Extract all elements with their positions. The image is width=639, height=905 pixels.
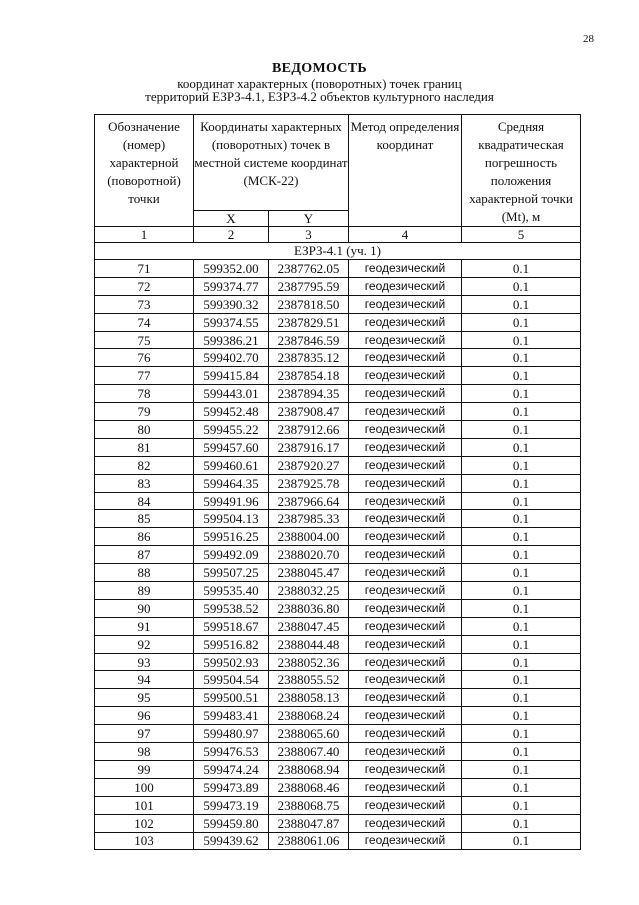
header-y: Y bbox=[269, 211, 349, 227]
method-cell: геодезический bbox=[349, 438, 462, 456]
table-row bbox=[95, 492, 581, 510]
error-cell: 0.1 bbox=[462, 832, 581, 850]
column-number: 1 bbox=[95, 227, 194, 243]
x-coordinate-cell: 599459.80 bbox=[194, 814, 269, 832]
table-row bbox=[95, 313, 581, 331]
x-coordinate-cell: 599464.35 bbox=[194, 474, 269, 492]
method-cell: геодезический bbox=[349, 277, 462, 295]
method-cell: геодезический bbox=[349, 635, 462, 653]
x-coordinate-cell: 599516.25 bbox=[194, 528, 269, 546]
y-coordinate-cell: 2388036.80 bbox=[269, 599, 349, 617]
error-cell: 0.1 bbox=[462, 528, 581, 546]
error-cell: 0.1 bbox=[462, 582, 581, 600]
x-coordinate-cell: 599439.62 bbox=[194, 832, 269, 850]
method-cell: геодезический bbox=[349, 349, 462, 367]
point-number-cell: 71 bbox=[95, 260, 194, 278]
x-coordinate-cell: 599518.67 bbox=[194, 617, 269, 635]
method-cell: геодезический bbox=[349, 456, 462, 474]
y-coordinate-cell: 2388068.24 bbox=[269, 707, 349, 725]
x-coordinate-cell: 599457.60 bbox=[194, 438, 269, 456]
point-number-cell: 73 bbox=[95, 295, 194, 313]
document-title: ВЕДОМОСТЬ bbox=[272, 61, 367, 76]
column-number: 3 bbox=[269, 227, 349, 243]
y-coordinate-cell: 2388058.13 bbox=[269, 689, 349, 707]
y-coordinate-cell: 2388068.75 bbox=[269, 796, 349, 814]
point-number-cell: 100 bbox=[95, 778, 194, 796]
header-coordinates: Координаты характерных (поворотных) точек в местной системе координат (МСК-22) bbox=[194, 115, 349, 211]
x-coordinate-cell: 599538.52 bbox=[194, 599, 269, 617]
section-title: ЕЗРЗ-4.1 (уч. 1) bbox=[95, 243, 581, 260]
method-cell: геодезический bbox=[349, 385, 462, 403]
y-coordinate-cell: 2388068.46 bbox=[269, 778, 349, 796]
y-coordinate-cell: 2388020.70 bbox=[269, 546, 349, 564]
error-cell: 0.1 bbox=[462, 385, 581, 403]
point-number-cell: 77 bbox=[95, 367, 194, 385]
header-x: X bbox=[194, 211, 269, 227]
y-coordinate-cell: 2388032.25 bbox=[269, 582, 349, 600]
method-cell: геодезический bbox=[349, 546, 462, 564]
point-number-cell: 76 bbox=[95, 349, 194, 367]
error-cell: 0.1 bbox=[462, 653, 581, 671]
table-row bbox=[95, 760, 581, 778]
point-number-cell: 98 bbox=[95, 743, 194, 761]
method-cell: геодезический bbox=[349, 295, 462, 313]
table-row bbox=[95, 599, 581, 617]
y-coordinate-cell: 2388044.48 bbox=[269, 635, 349, 653]
x-coordinate-cell: 599374.55 bbox=[194, 313, 269, 331]
table-row bbox=[95, 277, 581, 295]
method-cell: геодезический bbox=[349, 725, 462, 743]
method-cell: геодезический bbox=[349, 564, 462, 582]
point-number-cell: 89 bbox=[95, 582, 194, 600]
point-number-cell: 97 bbox=[95, 725, 194, 743]
x-coordinate-cell: 599483.41 bbox=[194, 707, 269, 725]
point-number-cell: 74 bbox=[95, 313, 194, 331]
error-cell: 0.1 bbox=[462, 635, 581, 653]
x-coordinate-cell: 599535.40 bbox=[194, 582, 269, 600]
point-number-cell: 83 bbox=[95, 474, 194, 492]
x-coordinate-cell: 599386.21 bbox=[194, 331, 269, 349]
point-number-cell: 102 bbox=[95, 814, 194, 832]
x-coordinate-cell: 599502.93 bbox=[194, 653, 269, 671]
method-cell: геодезический bbox=[349, 689, 462, 707]
x-coordinate-cell: 599352.00 bbox=[194, 260, 269, 278]
point-number-cell: 75 bbox=[95, 331, 194, 349]
table-body bbox=[95, 260, 581, 850]
header-method: Метод определения координат bbox=[349, 115, 462, 227]
error-cell: 0.1 bbox=[462, 707, 581, 725]
method-cell: геодезический bbox=[349, 582, 462, 600]
table-row bbox=[95, 796, 581, 814]
x-coordinate-cell: 599492.09 bbox=[194, 546, 269, 564]
point-number-cell: 81 bbox=[95, 438, 194, 456]
y-coordinate-cell: 2387920.27 bbox=[269, 456, 349, 474]
point-number-cell: 86 bbox=[95, 528, 194, 546]
method-cell: геодезический bbox=[349, 599, 462, 617]
error-cell: 0.1 bbox=[462, 796, 581, 814]
table-row bbox=[95, 403, 581, 421]
y-coordinate-cell: 2387846.59 bbox=[269, 331, 349, 349]
x-coordinate-cell: 599374.77 bbox=[194, 277, 269, 295]
page-number: 28 bbox=[583, 33, 594, 45]
method-cell: геодезический bbox=[349, 743, 462, 761]
method-cell: геодезический bbox=[349, 617, 462, 635]
table-row bbox=[95, 546, 581, 564]
method-cell: геодезический bbox=[349, 510, 462, 528]
x-coordinate-cell: 599455.22 bbox=[194, 421, 269, 439]
x-coordinate-cell: 599473.89 bbox=[194, 778, 269, 796]
error-cell: 0.1 bbox=[462, 492, 581, 510]
y-coordinate-cell: 2388004.00 bbox=[269, 528, 349, 546]
y-coordinate-cell: 2388067.40 bbox=[269, 743, 349, 761]
y-coordinate-cell: 2388045.47 bbox=[269, 564, 349, 582]
table-row bbox=[95, 725, 581, 743]
error-cell: 0.1 bbox=[462, 403, 581, 421]
y-coordinate-cell: 2388052.36 bbox=[269, 653, 349, 671]
point-number-cell: 79 bbox=[95, 403, 194, 421]
x-coordinate-cell: 599504.13 bbox=[194, 510, 269, 528]
error-cell: 0.1 bbox=[462, 599, 581, 617]
column-number: 2 bbox=[194, 227, 269, 243]
x-coordinate-cell: 599415.84 bbox=[194, 367, 269, 385]
y-coordinate-cell: 2388065.60 bbox=[269, 725, 349, 743]
error-cell: 0.1 bbox=[462, 438, 581, 456]
error-cell: 0.1 bbox=[462, 313, 581, 331]
y-coordinate-cell: 2387966.64 bbox=[269, 492, 349, 510]
table-row bbox=[95, 349, 581, 367]
x-coordinate-cell: 599504.54 bbox=[194, 671, 269, 689]
table-row bbox=[95, 832, 581, 850]
point-number-cell: 93 bbox=[95, 653, 194, 671]
table-row bbox=[95, 778, 581, 796]
y-coordinate-cell: 2387916.17 bbox=[269, 438, 349, 456]
point-number-cell: 84 bbox=[95, 492, 194, 510]
table-row bbox=[95, 421, 581, 439]
point-number-cell: 87 bbox=[95, 546, 194, 564]
x-coordinate-cell: 599473.19 bbox=[194, 796, 269, 814]
method-cell: геодезический bbox=[349, 331, 462, 349]
point-number-cell: 99 bbox=[95, 760, 194, 778]
y-coordinate-cell: 2387894.35 bbox=[269, 385, 349, 403]
error-cell: 0.1 bbox=[462, 564, 581, 582]
error-cell: 0.1 bbox=[462, 760, 581, 778]
y-coordinate-cell: 2388047.87 bbox=[269, 814, 349, 832]
x-coordinate-cell: 599476.53 bbox=[194, 743, 269, 761]
y-coordinate-cell: 2388047.45 bbox=[269, 617, 349, 635]
table-row bbox=[95, 367, 581, 385]
method-cell: геодезический bbox=[349, 778, 462, 796]
table-row bbox=[95, 528, 581, 546]
method-cell: геодезический bbox=[349, 403, 462, 421]
error-cell: 0.1 bbox=[462, 277, 581, 295]
method-cell: геодезический bbox=[349, 260, 462, 278]
error-cell: 0.1 bbox=[462, 814, 581, 832]
table-row bbox=[95, 260, 581, 278]
error-cell: 0.1 bbox=[462, 456, 581, 474]
x-coordinate-cell: 599452.48 bbox=[194, 403, 269, 421]
error-cell: 0.1 bbox=[462, 778, 581, 796]
y-coordinate-cell: 2388068.94 bbox=[269, 760, 349, 778]
y-coordinate-cell: 2388055.52 bbox=[269, 671, 349, 689]
table-row bbox=[95, 474, 581, 492]
x-coordinate-cell: 599480.97 bbox=[194, 725, 269, 743]
error-cell: 0.1 bbox=[462, 617, 581, 635]
y-coordinate-cell: 2387854.18 bbox=[269, 367, 349, 385]
x-coordinate-cell: 599390.32 bbox=[194, 295, 269, 313]
column-number: 4 bbox=[349, 227, 462, 243]
point-number-cell: 91 bbox=[95, 617, 194, 635]
table-row bbox=[95, 456, 581, 474]
error-cell: 0.1 bbox=[462, 671, 581, 689]
y-coordinate-cell: 2388061.06 bbox=[269, 832, 349, 850]
y-coordinate-cell: 2387985.33 bbox=[269, 510, 349, 528]
table-row bbox=[95, 743, 581, 761]
point-number-cell: 103 bbox=[95, 832, 194, 850]
method-cell: геодезический bbox=[349, 760, 462, 778]
table-row bbox=[95, 814, 581, 832]
method-cell: геодезический bbox=[349, 367, 462, 385]
method-cell: геодезический bbox=[349, 313, 462, 331]
y-coordinate-cell: 2387829.51 bbox=[269, 313, 349, 331]
column-number: 5 bbox=[462, 227, 581, 243]
method-cell: геодезический bbox=[349, 814, 462, 832]
point-number-cell: 95 bbox=[95, 689, 194, 707]
point-number-cell: 96 bbox=[95, 707, 194, 725]
table-row bbox=[95, 707, 581, 725]
y-coordinate-cell: 2387912.66 bbox=[269, 421, 349, 439]
error-cell: 0.1 bbox=[462, 349, 581, 367]
table-row bbox=[95, 385, 581, 403]
table-row bbox=[95, 438, 581, 456]
x-coordinate-cell: 599443.01 bbox=[194, 385, 269, 403]
header-error: Средняя квадратическая погрешность положения характерной точки (Mt), м bbox=[462, 115, 581, 227]
method-cell: геодезический bbox=[349, 421, 462, 439]
x-coordinate-cell: 599500.51 bbox=[194, 689, 269, 707]
table-row bbox=[95, 582, 581, 600]
point-number-cell: 101 bbox=[95, 796, 194, 814]
method-cell: геодезический bbox=[349, 707, 462, 725]
error-cell: 0.1 bbox=[462, 743, 581, 761]
error-cell: 0.1 bbox=[462, 510, 581, 528]
document-subtitle-line2: территорий ЕЗРЗ-4.1, ЕЗРЗ-4.2 объектов культурного наследия bbox=[145, 89, 494, 104]
table-row bbox=[95, 689, 581, 707]
y-coordinate-cell: 2387762.05 bbox=[269, 260, 349, 278]
error-cell: 0.1 bbox=[462, 474, 581, 492]
x-coordinate-cell: 599516.82 bbox=[194, 635, 269, 653]
x-coordinate-cell: 599460.61 bbox=[194, 456, 269, 474]
x-coordinate-cell: 599402.70 bbox=[194, 349, 269, 367]
y-coordinate-cell: 2387818.50 bbox=[269, 295, 349, 313]
document-subtitle-line1: координат характерных (поворотных) точек границ bbox=[177, 76, 462, 91]
error-cell: 0.1 bbox=[462, 367, 581, 385]
point-number-cell: 72 bbox=[95, 277, 194, 295]
method-cell: геодезический bbox=[349, 671, 462, 689]
point-number-cell: 82 bbox=[95, 456, 194, 474]
error-cell: 0.1 bbox=[462, 331, 581, 349]
table-row bbox=[95, 564, 581, 582]
y-coordinate-cell: 2387835.12 bbox=[269, 349, 349, 367]
point-number-cell: 85 bbox=[95, 510, 194, 528]
error-cell: 0.1 bbox=[462, 546, 581, 564]
error-cell: 0.1 bbox=[462, 725, 581, 743]
method-cell: геодезический bbox=[349, 653, 462, 671]
method-cell: геодезический bbox=[349, 796, 462, 814]
method-cell: геодезический bbox=[349, 474, 462, 492]
x-coordinate-cell: 599507.25 bbox=[194, 564, 269, 582]
method-cell: геодезический bbox=[349, 528, 462, 546]
x-coordinate-cell: 599474.24 bbox=[194, 760, 269, 778]
y-coordinate-cell: 2387925.78 bbox=[269, 474, 349, 492]
method-cell: геодезический bbox=[349, 492, 462, 510]
method-cell: геодезический bbox=[349, 832, 462, 850]
error-cell: 0.1 bbox=[462, 689, 581, 707]
coordinates-table bbox=[94, 114, 581, 850]
y-coordinate-cell: 2387795.59 bbox=[269, 277, 349, 295]
table-row bbox=[95, 671, 581, 689]
table-row bbox=[95, 635, 581, 653]
error-cell: 0.1 bbox=[462, 421, 581, 439]
point-number-cell: 88 bbox=[95, 564, 194, 582]
point-number-cell: 94 bbox=[95, 671, 194, 689]
point-number-cell: 90 bbox=[95, 599, 194, 617]
table-row bbox=[95, 331, 581, 349]
x-coordinate-cell: 599491.96 bbox=[194, 492, 269, 510]
header-designation: Обозначение (номер) характерной (поворотной) точки bbox=[95, 115, 194, 227]
point-number-cell: 78 bbox=[95, 385, 194, 403]
table-row bbox=[95, 653, 581, 671]
error-cell: 0.1 bbox=[462, 295, 581, 313]
table-row bbox=[95, 617, 581, 635]
point-number-cell: 80 bbox=[95, 421, 194, 439]
y-coordinate-cell: 2387908.47 bbox=[269, 403, 349, 421]
table-row bbox=[95, 510, 581, 528]
table-row bbox=[95, 295, 581, 313]
point-number-cell: 92 bbox=[95, 635, 194, 653]
error-cell: 0.1 bbox=[462, 260, 581, 278]
